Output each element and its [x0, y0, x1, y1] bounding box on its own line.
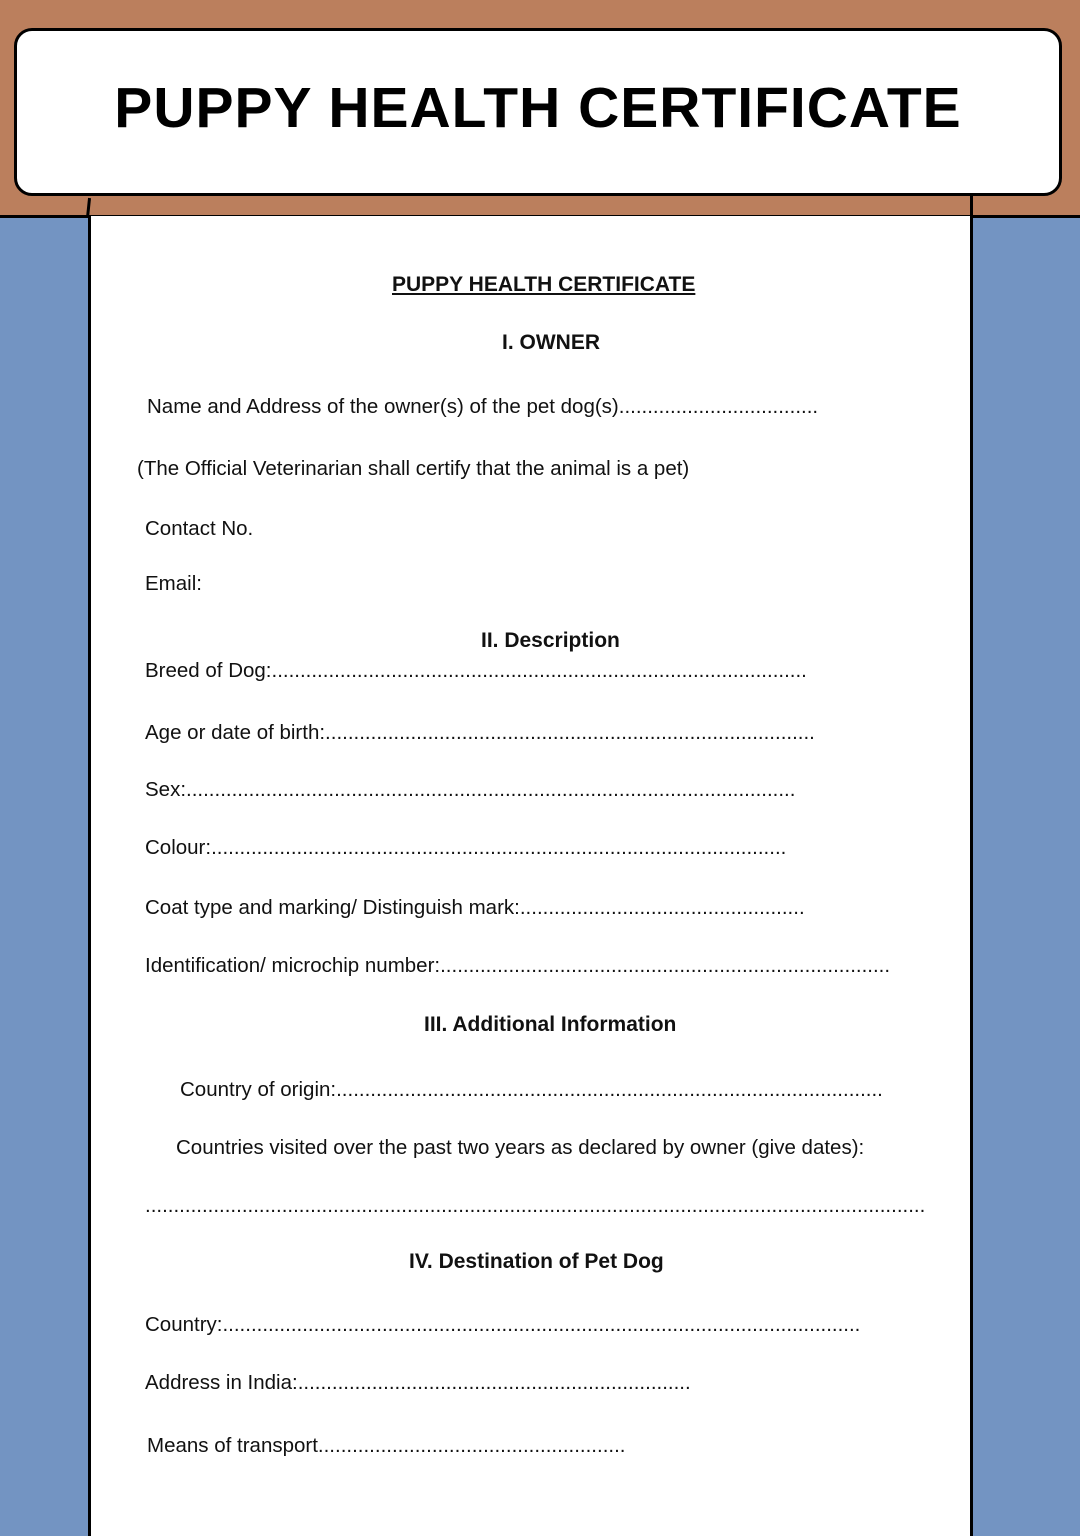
sheet-edge-right: [970, 196, 973, 218]
owner-name-field[interactable]: Name and Address of the owner(s) of the pet dog(s)...................................: [147, 395, 819, 418]
colour-field[interactable]: Colour:.....................................................................................................: [145, 836, 787, 859]
banner-title: PUPPY HEALTH CERTIFICATE: [114, 76, 962, 140]
contact-field[interactable]: Contact No.: [145, 517, 254, 540]
title-banner: [14, 28, 1062, 196]
origin-field[interactable]: Country of origin:................................................................................................: [180, 1078, 883, 1101]
breed-field[interactable]: Breed of Dog:..............................................................................................: [145, 659, 807, 682]
transport-field[interactable]: Means of transport......................................................: [147, 1434, 626, 1457]
sex-field[interactable]: Sex:...........................................................................................................: [145, 778, 796, 801]
age-field[interactable]: Age or date of birth:......................................................................................: [145, 721, 815, 744]
section-description-heading: II. Description: [481, 629, 620, 652]
address-india-field[interactable]: Address in India:.....................................................................: [145, 1371, 691, 1394]
section-owner-heading: I. OWNER: [502, 331, 600, 354]
document-title: PUPPY HEALTH CERTIFICATE: [392, 273, 696, 296]
section-additional-heading: III. Additional Information: [424, 1013, 677, 1036]
countries-visited-label: Countries visited over the past two years as declared by owner (give dates):: [176, 1136, 865, 1159]
veterinarian-note: (The Official Veterinarian shall certify that the animal is a pet): [137, 457, 690, 480]
email-field[interactable]: Email:: [145, 572, 202, 595]
coat-field[interactable]: Coat type and marking/ Distinguish mark:..................................................: [145, 896, 805, 919]
destination-country-field[interactable]: Country:................................................................................................................: [145, 1313, 861, 1336]
countries-visited-field[interactable]: .........................................................................................................................................: [145, 1194, 926, 1217]
microchip-field[interactable]: Identification/ microchip number:...............................................................................: [145, 954, 891, 977]
section-destination-heading: IV. Destination of Pet Dog: [409, 1250, 664, 1273]
